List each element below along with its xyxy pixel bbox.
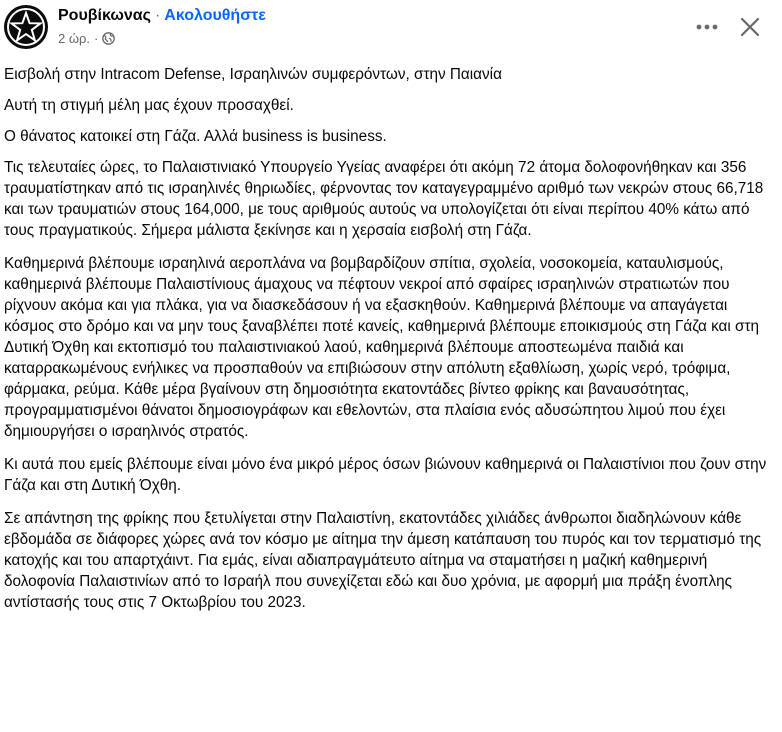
post-paragraph: Ο θάνατος κατοικεί στη Γάζα. Αλλά business is business. bbox=[4, 128, 387, 145]
star-emblem-icon bbox=[4, 5, 48, 49]
post-paragraph: Κι αυτά που εμείς βλέπουμε είναι μόνο ένα μικρό μέρος όσων βιώνουν καθημερινά οι Παλαιστίνιοι που ζουν στην Γάζα και στη Δυτική Όχθη. bbox=[4, 456, 767, 494]
post-paragraph: Καθημερινά βλέπουμε ισραηλινά αεροπλάνα να βομβαρδίζουν σπίτια, σχολεία, νοσοκομεία, καταυλισμούς, καθημερινά βλέπουμε Παλαιστίνιους άμαχους να πέφτουν νεκροί από σφαίρες ισραηλινών στρατιωτών που ρίχνουν ακόμα και για πλάκα, για να διασκεδάσουν ή να εξασκηθούν. Καθημερινά βλέπουμε να απαγάγεται κόσμος στο δρόμο και να μην τους ξαναβλέπει ποτέ κανείς, καθημερινά βλέπουμε εποικισμούς στη Γάζα και στη Δυτική Όχθη και εκτοπισμό του παλαιστινιακού λαού, καθημερινά βλέπουμε αποστεωμένα παιδιά και καταρρακωμένους ενήλικες να προσπαθούν να επιβιώσουν στην απόλυτη εξαθλίωση, χωρίς νερό, τρόφιμα, φάρμακα, ρεύμα. Κάθε μέρα βγαίνουν στη δημοσιότητα εκατοντάδες βίντεο φρίκης και βαναυσότητας, προγραμματισμένοι θάνατοι δημοσιογράφων και εθελοντών, στα πλαίσια ενός αδυσώπητου λιμού που έχει δημιουργήσει ο ισραηλινός στρατός. bbox=[4, 255, 760, 440]
close-icon bbox=[740, 17, 760, 37]
globe-icon[interactable] bbox=[102, 32, 115, 45]
name-separator: · bbox=[154, 7, 161, 24]
post-paragraph: Σε απάντηση της φρίκης που ξετυλίγεται στην Παλαιστίνη, εκατοντάδες χιλιάδες άνθρωποι διαδηλώνουν κάθε εβδομάδα σε διάφορες χώρες ανά τον κόσμο με αίτημα την άμεση κατάπαυση του πυρός και τον τερματισμό της κατοχής και του απαρτχάιντ. Για εμάς, είναι αδιαπραγμάτευτο αίτημα να σταματήσει η μαζική καθημερινή δολοφονία Παλαιστινίων από το Ισραήλ που συνεχίζεται εδώ και δυο χρόνια, με αφορμή μια πράξη ένοπλης αντίστασής τους στις 7 Οκτωβρίου του 2023. bbox=[4, 510, 762, 611]
post-header bbox=[0, 0, 782, 56]
meta-separator: · bbox=[94, 31, 99, 46]
post-paragraph: Αυτή τη στιγμή μέλη μας έχουν προσαχθεί. bbox=[4, 97, 294, 114]
post-paragraph: Τις τελευταίες ώρες, το Παλαιστινιακό Υπουργείο Υγείας αναφέρει ότι ακόμη 72 άτομα δολοφονήθηκαν και 356 τραυματίστηκαν από τις ισραηλινές θηριωδίες, φέρνοντας τον καταγεγραμμένο αριθμό των νεκρών στους 66,718 και των τραυματιών στους 164,000, με τους αριθμούς αυτούς να υπολογίζεται ότι είναι περίπου 40% κάτω από τους πραγματικούς. Σήμερα μάλιστα ξεκίνησε και η χερσαία εισβολή στη Γάζα. bbox=[4, 159, 764, 239]
avatar[interactable] bbox=[4, 5, 48, 49]
author-line bbox=[58, 7, 266, 25]
post-paragraph: Εισβολή στην Intracom Defense, Ισραηλινών συμφερόντων, στην Παιανία bbox=[4, 66, 502, 83]
post-meta bbox=[58, 31, 115, 46]
post-timestamp[interactable]: 2 ώρ. bbox=[58, 31, 90, 46]
post-body bbox=[4, 64, 778, 625]
more-options-icon bbox=[696, 24, 718, 30]
close-button[interactable] bbox=[733, 10, 767, 44]
follow-button[interactable]: Ακολουθήστε bbox=[164, 7, 266, 24]
author-name[interactable]: Ρουβίκωνας bbox=[58, 7, 151, 24]
more-options-button[interactable] bbox=[689, 12, 725, 42]
